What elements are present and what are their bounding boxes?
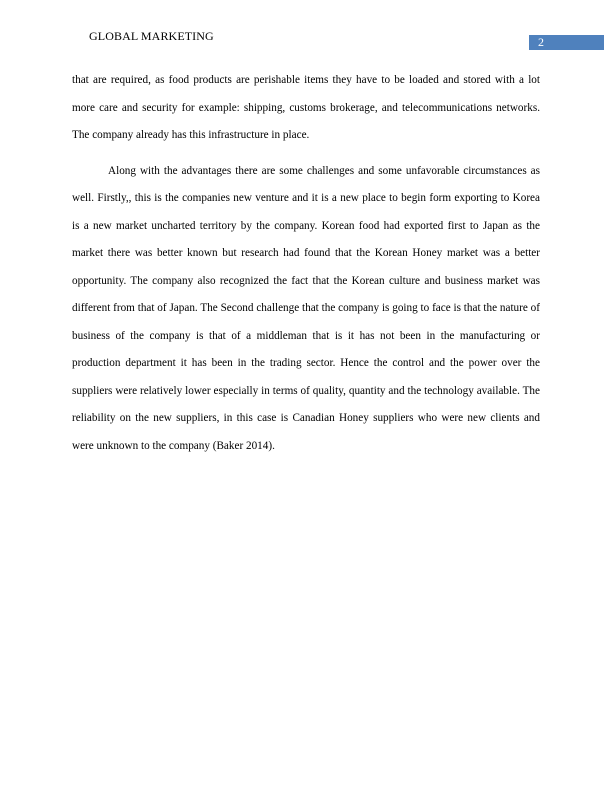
- document-body: [72, 67, 540, 460]
- page-number-badge: [529, 35, 604, 50]
- running-header-title: GLOBAL MARKETING: [89, 29, 214, 43]
- page-number: 2: [538, 35, 544, 49]
- paragraph-challenges: Along with the advantages there are some challenges and some unfavorable circumstances as well. Firstly,, this is the companies new venture and it is a new place to begin form exporting to Korea is a new market uncharted territory by the company. Korean food had exported first to Japan as the market there was better known but research had found that the Korean Honey market was a better opportunity. The company also recognized the fact that the Korean culture and business market was different from that of Japan. The Second challenge that the company is going to face is that the nature of business of the company is that of a middleman that is it has not been in the manufacturing or production department it has been in the trading sector. Hence the control and the power over the suppliers were relatively lower especially in terms of quality, quantity and the technology available. The reliability on the new suppliers, in this case is Canadian Honey suppliers who were new clients and were unknown to the company (Baker 2014).: [72, 164, 540, 452]
- paragraph-continued: that are required, as food products are perishable items they have to be loaded and stored with a lot more care and security for example: shipping, customs brokerage, and telecommunications networks. The company already has this infrastructure in place.: [72, 74, 540, 141]
